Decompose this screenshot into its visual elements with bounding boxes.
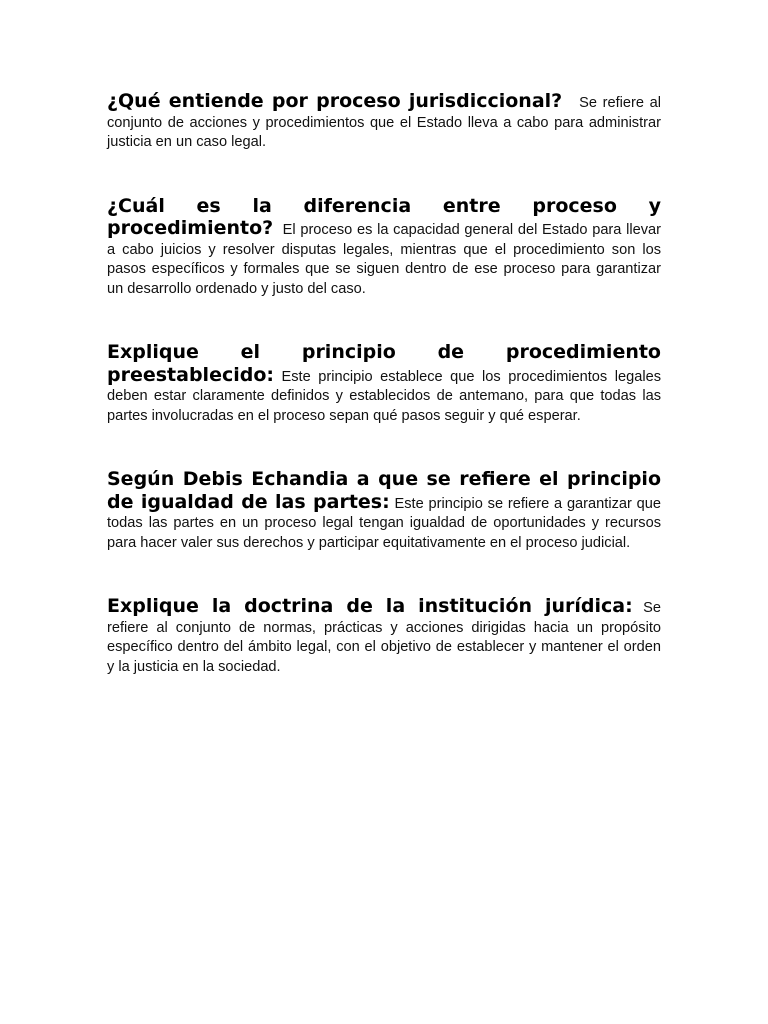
paragraph-spacer bbox=[107, 426, 661, 469]
answer-text: Este principio se refiere a garantizar que todas las partes en un proceso legal tengan igualdad de oportunidades y recursos para hacer valer sus derechos y participar equitativamente en el proceso judicial. bbox=[107, 495, 661, 551]
answer-text: El proceso es la capacidad general del Estado para llevar a cabo juicios y resolver disputas legales, mientras que el procedimiento son los pasos específicos y formales que se siguen dentro de ese proceso para garantizar un desarrollo ordenado y justo del caso. bbox=[107, 222, 662, 297]
question-heading: Explique el principio de procedimiento preestablecido: bbox=[107, 341, 661, 386]
document-page bbox=[107, 91, 661, 677]
qa-item-3 bbox=[107, 342, 661, 426]
question-heading: ¿Cuál es la diferencia entre proceso y procedimiento? bbox=[107, 194, 661, 239]
question-heading: ¿Qué entiende por proceso jurisdiccional? bbox=[107, 90, 563, 112]
question-heading: Según Debis Echandia a que se refiere el principio de igualdad de las partes: bbox=[107, 468, 661, 513]
answer-text: Este principio establece que los procedimientos legales deben estar claramente definidos y establecidos de antemano, para que todas las partes involucradas en el proceso sepan qué pasos seguir y qué esperar. bbox=[107, 368, 661, 424]
qa-item-2 bbox=[107, 196, 661, 300]
qa-item-4 bbox=[107, 469, 661, 553]
paragraph-spacer bbox=[107, 553, 661, 596]
paragraph-spacer bbox=[107, 153, 661, 196]
qa-item-5 bbox=[107, 596, 661, 677]
paragraph-spacer bbox=[107, 299, 661, 342]
answer-text: Se refiere al conjunto de normas, prácticas y acciones dirigidas hacia un propósito específico dentro del ámbito legal, con el objetivo de establecer y mantener el orden y la justicia en la sociedad. bbox=[107, 600, 661, 675]
answer-text: Se refiere al conjunto de acciones y procedimientos que el Estado lleva a cabo para administrar justicia en un caso legal. bbox=[107, 95, 661, 150]
question-heading: Explique la doctrina de la institución jurídica: bbox=[107, 595, 633, 617]
qa-item-1 bbox=[107, 91, 661, 153]
